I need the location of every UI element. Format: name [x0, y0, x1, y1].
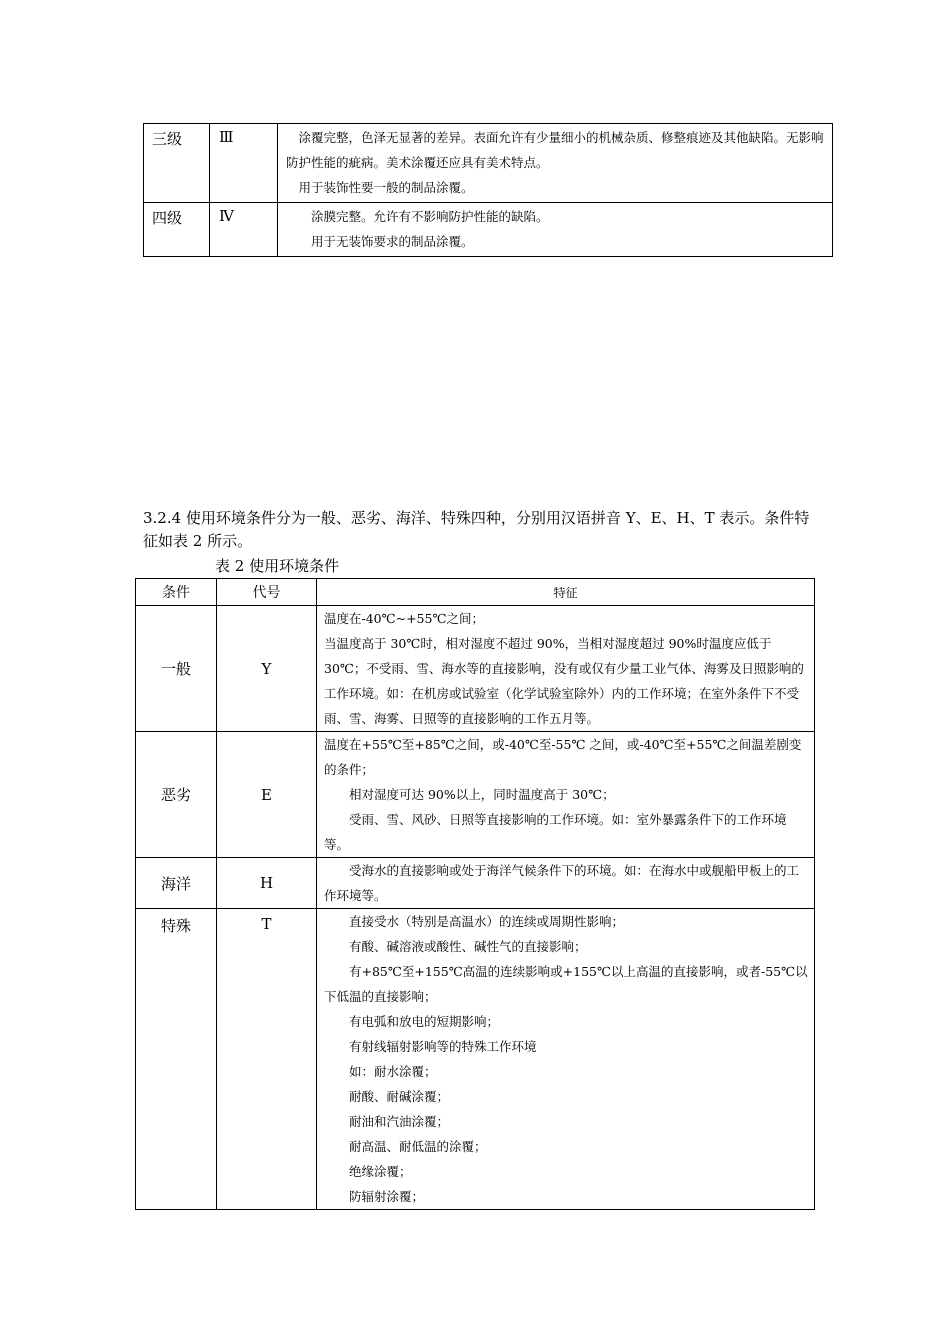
code-cell: Y: [217, 606, 317, 732]
feature-line: 绝缘涂覆；: [349, 1164, 412, 1179]
table-caption: 表 2 使用环境条件: [215, 557, 340, 575]
grade-roman-cell: Ⅳ: [210, 203, 278, 257]
header-condition: 条件: [136, 579, 217, 606]
code-cell: H: [217, 858, 317, 909]
feature-line: 当温度高于 30℃时，相对湿度不超过 90%，当相对湿度超过 90%时温度应低于 30℃；不受雨、雪、海水等的直接影响，没有或仅有少量工业气体、海雾及日照影响的工作环境。如：在机房或试验室（化学试验室除外）内的工作环境；在室外条件下不受雨、雪、海雾、日照等的直接影响的工作五月等。: [324, 636, 804, 726]
grade-level-cell: 三级: [144, 124, 210, 203]
feature-line: 温度在+55℃至+85℃之间，或-40℃至-55℃ 之间，或-40℃至+55℃之间温差剧变的条件；: [324, 737, 802, 777]
grade-description-cell: [278, 203, 833, 257]
grade-description-cell: [278, 124, 833, 203]
feature-line: 耐酸、耐碱涂覆；: [349, 1089, 450, 1104]
code-cell: T: [217, 909, 317, 1210]
feature-line: 耐高温、耐低温的涂覆；: [349, 1139, 487, 1154]
condition-cell: 特殊: [136, 909, 217, 1210]
feature-line: 耐油和汽油涂覆；: [349, 1114, 450, 1129]
section-paragraph: 3.2.4 使用环境条件分为一般、恶劣、海洋、特殊四种，分别用汉语拼音 Y、E、H、T 表示。条件特征如表 2 所示。: [143, 509, 810, 550]
feature-line: 如：耐水涂覆；: [349, 1064, 437, 1079]
feature-line: 防辐射涂覆；: [349, 1189, 425, 1204]
description-line: 涂覆完整，色泽无显著的差异。表面允许有少量细小的机械杂质、修整痕迹及其他缺陷。无影响防护性能的疵病。美术涂覆还应具有美术特点。: [286, 130, 824, 170]
description-line: 用于装饰性要一般的制品涂覆。: [286, 180, 474, 195]
feature-cell: [317, 909, 815, 1210]
feature-cell: [317, 606, 815, 732]
feature-line: 受雨、雪、风砂、日照等直接影响的工作环境。如：室外暴露条件下的工作环境等。: [324, 812, 787, 852]
grade-level-cell: 四级: [144, 203, 210, 257]
feature-cell: [317, 858, 815, 909]
table-row: [136, 858, 815, 909]
table-row: [136, 909, 815, 1210]
table-row: [144, 203, 833, 257]
description-line: 涂膜完整。允许有不影响防护性能的缺陷。: [286, 209, 549, 224]
grade-table: [143, 123, 833, 257]
table-row: [144, 124, 833, 203]
feature-cell: [317, 732, 815, 858]
feature-line: 有电弧和放电的短期影响；: [349, 1014, 500, 1029]
header-feature: 特征: [317, 579, 815, 606]
feature-line: 相对湿度可达 90%以上，同时温度高于 30℃；: [349, 787, 615, 802]
code-cell: E: [217, 732, 317, 858]
table-header-row: [136, 579, 815, 606]
condition-cell: 恶劣: [136, 732, 217, 858]
environment-conditions-table: [135, 578, 815, 1210]
header-code: 代号: [217, 579, 317, 606]
feature-line: 有射线辐射影响等的特殊工作环境: [349, 1039, 537, 1054]
feature-line: 温度在-40℃~+55℃之间；: [324, 611, 484, 626]
feature-line: 有酸、碱溶液或酸性、碱性气的直接影响；: [349, 939, 587, 954]
condition-cell: 一般: [136, 606, 217, 732]
feature-line: 有+85℃至+155℃高温的连续影响或+155℃以上高温的直接影响，或者-55℃以下低温的直接影响；: [324, 964, 808, 1004]
description-line: 用于无装饰要求的制品涂覆。: [286, 234, 474, 249]
feature-line: 受海水的直接影响或处于海洋气候条件下的环境。如：在海水中或舰船甲板上的工作环境等。: [324, 863, 800, 903]
table-row: [136, 732, 815, 858]
condition-cell: 海洋: [136, 858, 217, 909]
table-row: [136, 606, 815, 732]
grade-roman-cell: Ⅲ: [210, 124, 278, 203]
feature-line: 直接受水（特别是高温水）的连续或周期性影响；: [349, 914, 625, 929]
